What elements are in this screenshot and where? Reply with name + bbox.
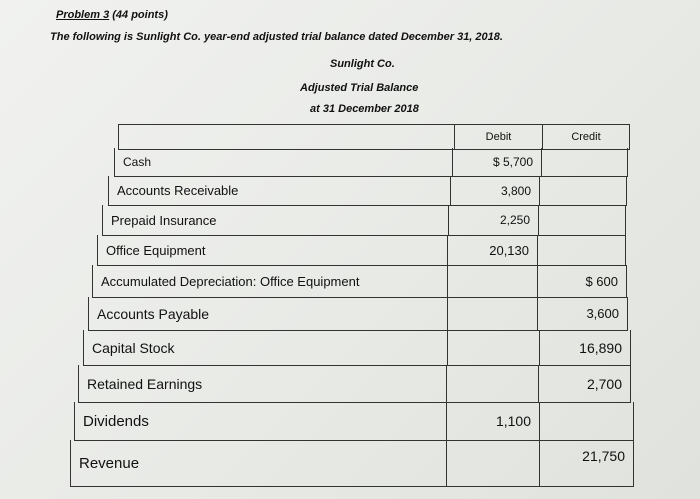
credit-cell: 16,890 — [539, 330, 631, 365]
table-row — [97, 235, 626, 266]
account-cell: Cash — [114, 148, 452, 176]
trial-balance-table — [70, 124, 630, 490]
debit-cell: $ 5,700 — [452, 148, 541, 176]
debit-cell: 2,250 — [448, 205, 538, 235]
problem-title — [56, 9, 168, 21]
debit-cell — [446, 365, 538, 402]
credit-cell — [541, 148, 628, 176]
credit-header-cell — [542, 125, 630, 149]
debit-cell — [447, 297, 537, 330]
credit-cell: 3,600 — [537, 297, 628, 330]
credit-cell — [539, 176, 627, 205]
credit-cell — [538, 205, 626, 235]
debit-cell: 1,100 — [446, 402, 539, 440]
credit-cell: 2,700 — [538, 365, 631, 402]
account-cell: Revenue — [70, 440, 446, 486]
debit-cell: 20,130 — [447, 235, 537, 265]
debit-header-cell — [454, 125, 542, 149]
statement-title: Adjusted Trial Balance — [300, 82, 419, 94]
account-cell: Accounts Receivable — [108, 176, 450, 205]
company-name: Sunlight Co. — [330, 58, 395, 70]
problem-points: (44 points) — [112, 9, 168, 21]
account-cell: Dividends — [74, 402, 446, 440]
debit-cell: 3,800 — [450, 176, 539, 205]
table-row — [70, 440, 634, 487]
table-row — [88, 297, 628, 331]
credit-cell: $ 600 — [537, 265, 627, 297]
debit-cell — [447, 265, 537, 297]
credit-cell — [537, 235, 626, 265]
table-row — [92, 265, 627, 298]
account-cell: Accumulated Depreciation: Office Equipment — [92, 265, 447, 297]
problem-intro: The following is Sunlight Co. year-end adjusted trial balance dated December 31, 2018. — [50, 31, 503, 43]
table-row — [102, 205, 626, 236]
account-cell: Office Equipment — [97, 235, 447, 265]
table-header-row — [118, 124, 630, 150]
debit-cell — [447, 330, 539, 365]
debit-header: Debit — [485, 131, 512, 143]
table-row — [108, 176, 627, 206]
account-cell: Prepaid Insurance — [102, 205, 448, 235]
debit-cell — [446, 440, 539, 486]
statement-date: at 31 December 2018 — [310, 103, 419, 115]
account-cell: Accounts Payable — [88, 297, 447, 330]
problem-label: Problem 3 — [56, 9, 110, 21]
credit-cell — [539, 402, 634, 440]
account-cell: Retained Earnings — [78, 365, 446, 402]
table-row — [83, 330, 631, 366]
credit-cell: 21,750 — [539, 440, 634, 486]
table-row — [78, 365, 631, 403]
credit-header: Credit — [571, 131, 601, 143]
table-row — [74, 402, 634, 441]
table-row — [114, 148, 628, 177]
account-header-cell — [118, 125, 454, 149]
account-cell: Capital Stock — [83, 330, 447, 365]
